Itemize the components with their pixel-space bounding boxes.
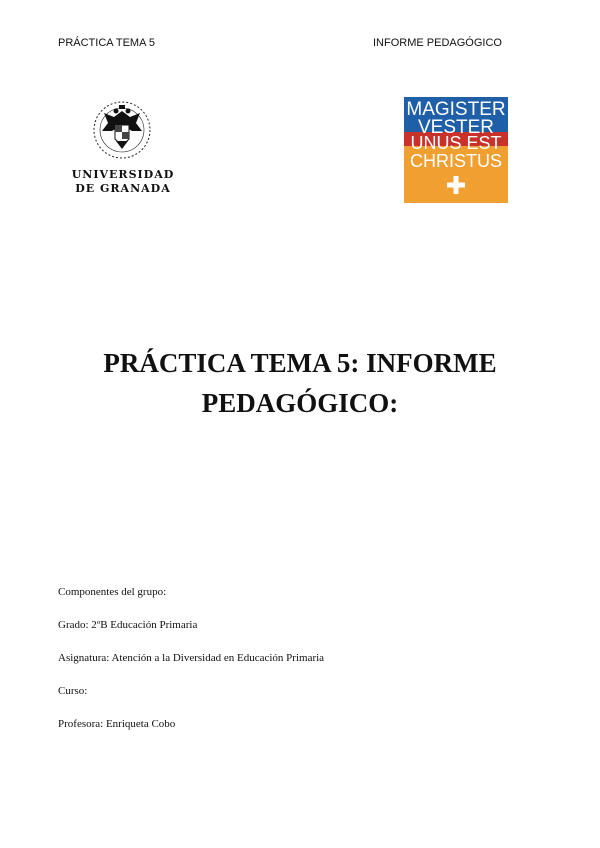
magister-line1: MAGISTER bbox=[406, 99, 506, 120]
magister-line4: CHRISTUS bbox=[409, 151, 503, 171]
header-right-text: INFORME PEDAGÓGICO bbox=[373, 37, 502, 49]
group-components-label: Componentes del grupo: bbox=[58, 586, 167, 598]
title-line2: PEDAGÓGICO: bbox=[201, 388, 399, 418]
document-title bbox=[40, 343, 560, 423]
university-name-line1: UNIVERSIDAD bbox=[71, 168, 175, 181]
course-label: Curso: bbox=[58, 685, 88, 697]
university-name-line2: DE GRANADA bbox=[75, 182, 171, 195]
grade-label: Grado: 2ºB Educación Primaria bbox=[58, 619, 198, 631]
teacher-label: Profesora: Enriqueta Cobo bbox=[58, 718, 176, 730]
university-logo bbox=[68, 97, 178, 197]
title-line1: PRÁCTICA TEMA 5: INFORME bbox=[103, 348, 497, 378]
coat-of-arms-icon bbox=[92, 97, 152, 163]
header-left-text: PRÁCTICA TEMA 5 bbox=[58, 37, 155, 49]
subject-label: Asignatura: Atención a la Diversidad en Educación Primaria bbox=[58, 652, 325, 664]
magister-line3: UNUS EST bbox=[410, 133, 502, 153]
magister-line2: VESTER bbox=[417, 117, 495, 138]
magister-logo bbox=[404, 97, 508, 203]
